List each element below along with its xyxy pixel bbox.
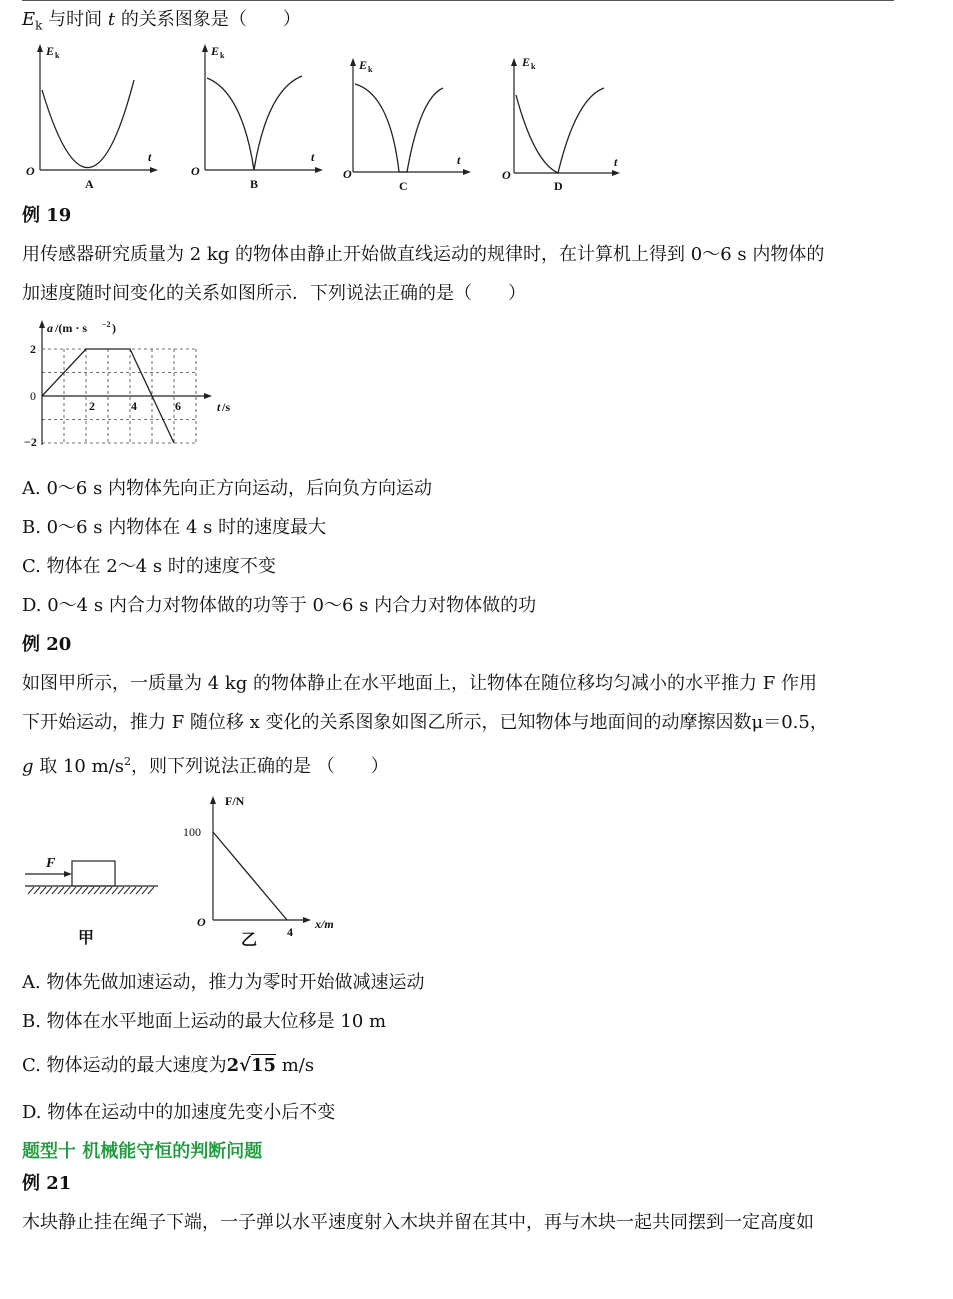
figure-jia-block: [22, 850, 167, 950]
acceleration-time-graph: [22, 318, 252, 453]
fx-y-tick-100: 100: [183, 825, 201, 839]
ex19-stem-line1: 用传感器研究质量为 2 kg 的物体由静止开始做直线运动的规律时，在计算机上得到 0～6 s 内物体的: [22, 244, 825, 265]
ex21-header: 例 21: [22, 1173, 72, 1194]
var-t: t: [107, 9, 116, 30]
accel-x-tick-2: 2: [89, 399, 95, 413]
graph-A-origin: O: [26, 164, 35, 178]
ex20-option-B: B. 物体在水平地面上运动的最大位移是 10 m: [22, 1011, 387, 1032]
accel-origin: 0: [30, 389, 36, 403]
accel-x-label-unit: /s: [222, 400, 231, 414]
ex20-option-C-coef: 2: [226, 1055, 240, 1076]
ex20-stem-line1: 如图甲所示，一质量为 4 kg 的物体静止在水平地面上，让物体在随位移均匀减小的水平推力 F 作用: [22, 673, 817, 694]
graph-A-y-label: E: [46, 44, 55, 58]
var-g: g: [22, 756, 34, 777]
graph-D-y-sub: k: [531, 62, 536, 71]
ex20-header: 例 20: [22, 634, 72, 655]
var-k-sub: k: [35, 18, 43, 33]
accel-y-label-exp: −2: [102, 320, 111, 329]
ex20-stem-line3-part1: 取 10 m/s: [33, 756, 124, 777]
fx-origin: O: [197, 915, 206, 929]
ek-graph-C: [335, 40, 475, 195]
accel-x-label-t: t: [217, 400, 221, 414]
figure-jia-caption: 甲: [78, 930, 95, 947]
ex19-option-C: C. 物体在 2～4 s 时的速度不变: [22, 556, 276, 577]
figure-yi-caption: 乙: [241, 932, 258, 949]
force-label: F: [46, 856, 56, 871]
section-title: 题型十 机械能守恒的判断问题: [22, 1141, 263, 1162]
fx-x-label: x/m: [315, 917, 334, 931]
accel-y-label-a: a: [47, 321, 53, 335]
graph-C-x-label: t: [457, 153, 461, 167]
graph-D-label: D: [554, 179, 563, 193]
graph-B-x-label: t: [311, 150, 315, 164]
accel-y-tick-2: 2: [30, 342, 36, 356]
graph-B-origin: O: [191, 164, 200, 178]
ex20-stem-line3-part2: ，则下列说法正确的是 （ ）: [130, 756, 389, 777]
ek-graph-D: [496, 40, 636, 195]
q18-text1: 与时间: [48, 9, 103, 30]
accel-x-tick-4: 4: [131, 399, 137, 413]
q18-text2: 的关系图象是（ ）: [120, 9, 301, 30]
ek-graph-B: [187, 40, 327, 195]
ex19-option-A: A. 0～6 s 内物体先向正方向运动，后向负方向运动: [22, 478, 433, 499]
accel-y-label-close: ): [112, 321, 116, 335]
graph-D-x-label: t: [614, 155, 618, 169]
fx-x-tick-4: 4: [287, 925, 293, 939]
graph-A-x-label: t: [148, 150, 152, 164]
accel-x-tick-6: 6: [175, 399, 181, 413]
ex19-option-B: B. 0～6 s 内物体在 4 s 时的速度最大: [22, 517, 327, 538]
q18-stem-line: [22, 8, 301, 38]
ex20-option-C-radicand: 15: [250, 1055, 277, 1076]
top-rule: [22, 0, 894, 1]
block: [72, 861, 115, 886]
accel-y-tick-neg2: −2: [24, 435, 37, 449]
ex20-option-C-text: C. 物体运动的最大速度为: [22, 1055, 227, 1076]
var-E: E: [22, 9, 36, 30]
ex21-stem-line1: 木块静止挂在绳子下端，一子弹以水平速度射入木块并留在其中，再与木块一起共同摆到一定高度如: [22, 1212, 814, 1233]
ex20-option-D: D. 物体在运动中的加速度先变小后不变: [22, 1102, 336, 1123]
sqrt-icon: √: [239, 1055, 251, 1076]
graph-C-y-label: E: [359, 58, 368, 72]
graph-D-origin: O: [502, 168, 511, 182]
figure-yi-force-displacement-graph: [175, 790, 350, 955]
graph-D-y-label: E: [522, 55, 531, 69]
ex20-stem-line3-sup: 2: [123, 755, 131, 768]
graph-B-label: B: [250, 177, 259, 191]
graph-C-label: C: [399, 179, 408, 193]
graph-B-y-sub: k: [220, 51, 225, 60]
ex19-stem-line2: 加速度随时间变化的关系如图所示．下列说法正确的是（ ）: [22, 283, 526, 304]
graph-A-label: A: [85, 177, 94, 191]
graph-C-origin: O: [343, 167, 352, 181]
graph-A-y-sub: k: [55, 51, 60, 60]
ex20-option-C-unit: m/s: [276, 1055, 315, 1076]
ex19-header: 例 19: [22, 205, 72, 226]
graph-C-y-sub: k: [368, 65, 373, 74]
ex20-option-C: [22, 1054, 314, 1078]
ex20-stem-line3: [22, 750, 389, 779]
ex20-stem-line2: 下开始运动，推力 F 随位移 x 变化的关系图象如图乙所示，已知物体与地面间的动摩擦因数μ＝0.5，: [22, 712, 828, 733]
fx-y-label: F/N: [225, 794, 245, 808]
ek-graph-A: [22, 40, 162, 195]
ex19-option-D: D. 0～4 s 内合力对物体做的功等于 0～6 s 内合力对物体做的功: [22, 595, 537, 616]
accel-y-label-unit: /(m · s: [55, 321, 87, 335]
force-series-line: [213, 832, 287, 920]
graph-B-y-label: E: [211, 44, 220, 58]
ex20-option-A: A. 物体先做加速运动，推力为零时开始做减速运动: [22, 972, 425, 993]
